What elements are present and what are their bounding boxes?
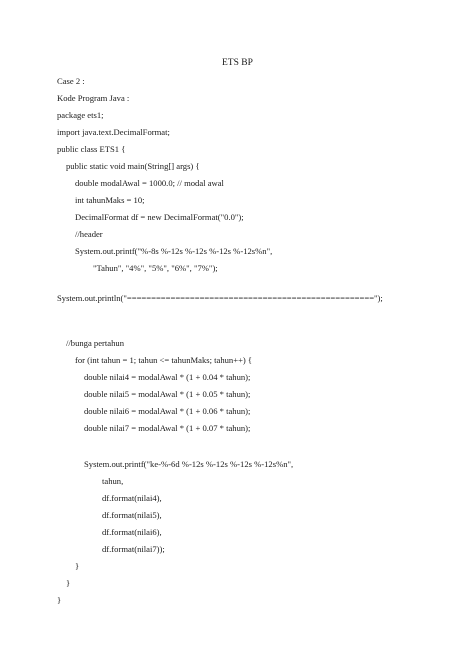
code-line: }	[66, 578, 71, 588]
code-line: System.out.printf("%-8s %-12s %-12s %-12s %-12s%n",	[75, 246, 273, 256]
code-line: int tahunMaks = 10;	[75, 195, 145, 205]
code-line: double nilai7 = modalAwal * (1 + 0.07 * tahun);	[84, 423, 251, 433]
case-label: Case 2 :	[57, 76, 85, 86]
code-line: package ets1;	[57, 110, 104, 120]
code-label: Kode Program Java :	[57, 93, 130, 103]
code-line: df.format(nilai4),	[102, 493, 162, 503]
code-line: //bunga pertahun	[66, 338, 124, 348]
code-line: }	[75, 561, 80, 571]
code-line: //header	[75, 229, 103, 239]
code-line: }	[57, 595, 62, 605]
code-line: System.out.println("===================================================");	[57, 293, 383, 303]
code-line: double modalAwal = 1000.0; // modal awal	[75, 178, 224, 188]
code-line: public class ETS1 {	[57, 144, 126, 154]
code-line: double nilai6 = modalAwal * (1 + 0.06 * tahun);	[84, 406, 251, 416]
code-line: "Tahun", "4%", "5%", "6%", "7%");	[93, 263, 218, 273]
code-line: df.format(nilai7));	[102, 544, 165, 554]
code-line: public static void main(String[] args) {	[66, 161, 200, 171]
code-line: double nilai5 = modalAwal * (1 + 0.05 * tahun);	[84, 389, 251, 399]
code-line: import java.text.DecimalFormat;	[57, 127, 170, 137]
code-line: double nilai4 = modalAwal * (1 + 0.04 * tahun);	[84, 372, 251, 382]
code-line: df.format(nilai6),	[102, 527, 162, 537]
code-line: df.format(nilai5),	[102, 510, 162, 520]
code-line: System.out.printf("ke-%-6d %-12s %-12s %-12s %-12s%n",	[84, 459, 294, 469]
code-line: for (int tahun = 1; tahun <= tahunMaks; tahun++) {	[75, 355, 253, 365]
document-title: ETS BP	[222, 58, 253, 68]
code-line: tahun,	[102, 476, 124, 486]
code-line: DecimalFormat df = new DecimalFormat("0.0");	[75, 212, 244, 222]
